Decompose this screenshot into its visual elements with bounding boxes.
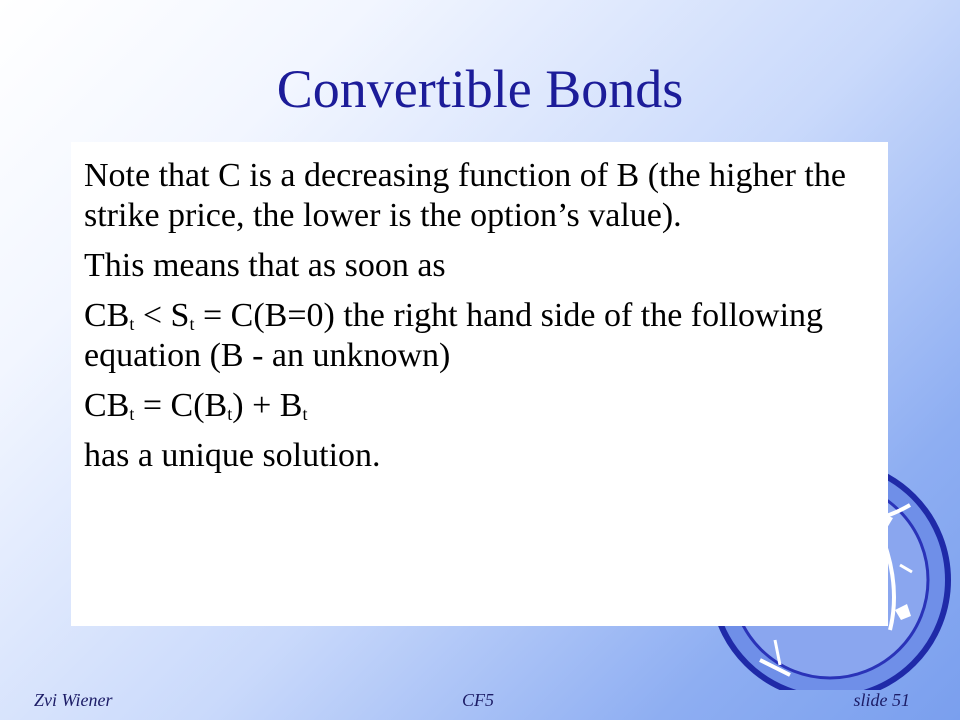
equation-text-a: CB [84, 387, 130, 424]
paragraph-3-text-b: < S [134, 297, 190, 334]
paragraph-3-sub-a: t [129, 314, 135, 334]
equation-text-b: = C(B [134, 387, 228, 424]
footer-course: CF5 [462, 690, 495, 710]
paragraph-5: has a unique solution. [84, 437, 381, 474]
paragraph-3-sub-b: t [189, 314, 195, 334]
paragraph-2: This means that as soon as [84, 247, 446, 284]
footer-author: Zvi Wiener [34, 690, 113, 710]
paragraph-3-text-a: CB [84, 297, 130, 334]
paragraph-3 [84, 296, 874, 376]
paragraph-3-text-c: = C(B=0) the right hand side of the following equation (B - an unknown) [84, 297, 824, 374]
footer-slide-number: slide 51 [853, 690, 910, 710]
paragraph-4-equation [84, 386, 874, 426]
equation-sub-c: t [302, 404, 308, 424]
paragraph-1: Note that C is a decreasing function of B (the higher the strike price, the lower is the option’s value). [84, 157, 846, 234]
equation-sub-b: t [227, 404, 233, 424]
equation-sub-a: t [129, 404, 135, 424]
content-box [71, 142, 888, 626]
slide-title: Convertible Bonds [276, 59, 684, 119]
equation-text-c: ) + B [232, 387, 303, 424]
footer [0, 680, 960, 720]
